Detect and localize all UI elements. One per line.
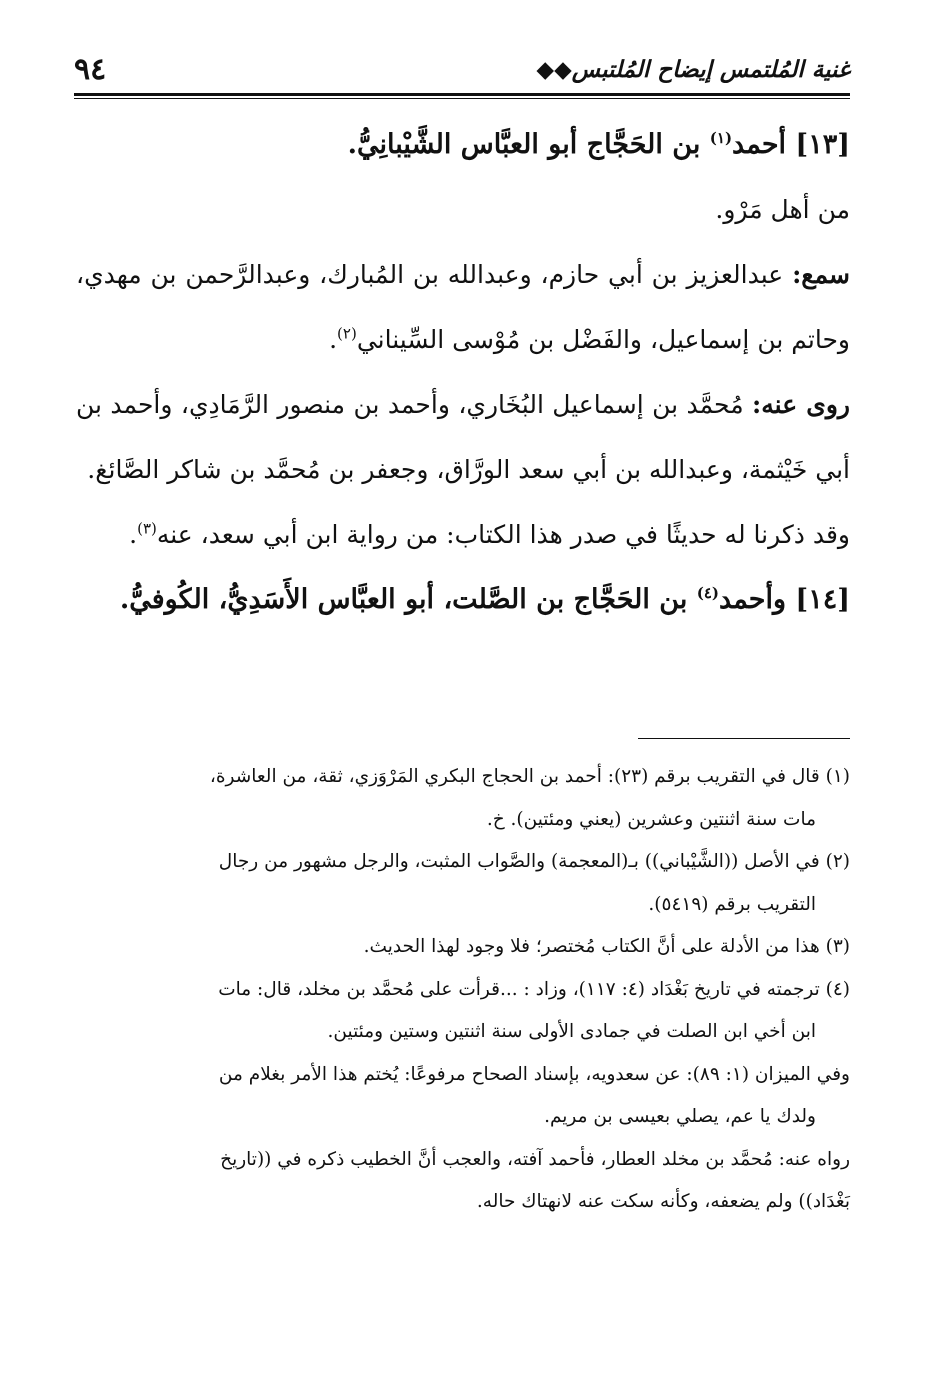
heard-label: سمع: (792, 260, 850, 289)
footnote-4-mizan: وفي الميزان (١: ٨٩): عن سعدويه، بإسناد الصحاح مرفوعًا: يُختم هذا الأمر بغلام من (218, 1063, 850, 1085)
footnote-ref-1[interactable]: (١) (709, 129, 733, 147)
footnote-ref-4[interactable]: (٤) (696, 584, 720, 602)
page-number: ٩٤ (74, 51, 107, 87)
footnote-ref-2[interactable]: (٢) (337, 324, 357, 343)
footnote-4: (٤) ترجمته في تاريخ بَغْدَاد (٤: ١١٧)، وزاد : ...قرأت على مُحمَّد بن مخلد، قال: مات (218, 978, 850, 1000)
header-divider-thin (74, 98, 850, 99)
narrated-text: مُحمَّد بن إسماعيل البُخَاري، وأحمد بن منصور الرَّمَادِي، وأحمد بن أبي خَيْثمة، وعبدالله بن أبي سعد الورَّاق، وجعفر بن مُحمَّد بن شاكر الصَّائغ. (76, 390, 850, 484)
heard-text: عبدالعزيز بن أبي حازم، وعبدالله بن المُبارك، وعبدالرَّحمن بن مهدي، وحاتم بن إسماعيل، والفَضْل بن مُوْسى السِّيناني (76, 260, 850, 354)
footnote-4-mizan-continuation: ولدك يا عم، يصلي بعيسى بن مريم. (544, 1106, 816, 1127)
footnote-3: (٣) هذا من الأدلة على أنَّ الكتاب مُختصر؛ فلا وجود لهذا الحديث. (363, 936, 850, 957)
footnote-2-continuation: التقريب برقم (٥٤١٩). (648, 893, 816, 915)
footnote-ref-3[interactable]: (٣) (137, 519, 157, 538)
entry-heading-13: [١٣] أحمد$^{(١)}$ بن الحَجَّاج أبو العبَّاس الشَّيْبانِيُّ. (347, 129, 850, 160)
footnote-4-continuation: ابن أخي ابن الصلت في جمادى الأولى سنة اثنتين وستين ومئتين. (327, 1021, 816, 1042)
main-text (76, 112, 850, 632)
footnote-2: (٢) في الأصل ((الشَّيْباني)) بـ(المعجمة) والصَّواب المثبت، والرجل مشهور من رجال (218, 851, 850, 872)
footnote-4-narrators: رواه عنه: مُحمَّد بن مخلد العطار، فأحمد آفته، والعجب أنَّ الخطيب ذكره في ((تاريخ (220, 1148, 850, 1170)
footnote-1: (١) قال في التقريب برقم (٢٣): أحمد بن الحجاج البكري المَرْوَزي، ثقة، من العاشرة، (209, 766, 850, 787)
narrated-label: روى عنه: (752, 390, 850, 419)
closing-text: وقد ذكرنا له حديثًا في صدر هذا الكتاب: من رواية ابن أبي سعد، عنه (156, 520, 850, 549)
header-divider (74, 93, 850, 96)
page-header (74, 44, 850, 94)
narrated-paragraph (76, 372, 850, 502)
closing-paragraph: وقد ذكرنا له حديثًا في صدر هذا الكتاب: من رواية ابن أبي سعد، عنه$^{(٣)}$. (129, 519, 850, 549)
footnotes-section (76, 756, 850, 1224)
running-title: غنية المُلتمس إيضاح المُلتبس◆◆ (536, 55, 850, 83)
footnote-separator (638, 738, 850, 739)
footnote-1-continuation: مات سنة اثنتين وعشرين (يعني ومئتين). خ. (486, 808, 816, 830)
origin-line: من أهل مَرْو. (715, 195, 850, 224)
heard-from-paragraph: سمع: عبدالعزيز بن أبي حازم، وعبدالله بن المُبارك، وعبدالرَّحمن بن مهدي، وحاتم بن إسماعيل، والفَضْل بن مُوْسى السِّيناني$^{(٢)}$. (76, 260, 850, 354)
entry-heading-14: [١٤] وأحمد$^{(٤)}$ بن الحَجَّاج بن الصَّلت، أبو العبَّاس الأَسَدِيُّ، الكُوفيُّ. (119, 584, 850, 615)
footnote-4-narrators-continuation: بَغْدَاد)) ولم يضعفه، وكأنه سكت عنه لانهتاك حاله. (476, 1191, 850, 1212)
